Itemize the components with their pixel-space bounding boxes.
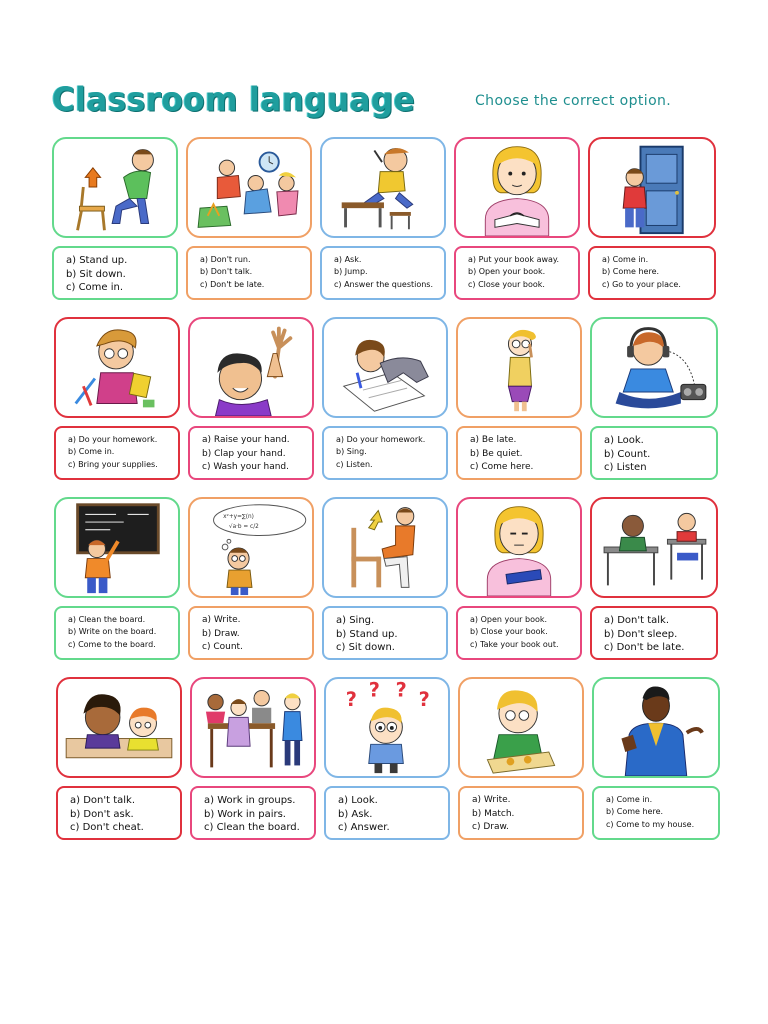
- option-c[interactable]: c) Clean the board.: [204, 822, 300, 833]
- option-list: [336, 434, 446, 471]
- option-c[interactable]: c) Don't cheat.: [70, 822, 144, 833]
- picture-card-come-in: [588, 137, 716, 238]
- boy-standing-up-from-chair-icon: [54, 139, 176, 236]
- option-c[interactable]: c) Go to your place.: [602, 279, 681, 289]
- option-list: [602, 254, 714, 291]
- picture-card-open-book: [454, 137, 580, 238]
- option-a[interactable]: a) Stand up.: [66, 255, 128, 266]
- option-c[interactable]: c) Count.: [202, 642, 243, 652]
- option-c[interactable]: c) Answer the questions.: [334, 279, 434, 289]
- option-c[interactable]: c) Draw.: [472, 822, 509, 832]
- option-list: [606, 794, 718, 831]
- option-b[interactable]: b) Stand up.: [336, 628, 398, 640]
- picture-card-dont-sleep: [590, 497, 718, 598]
- two-kids-whispering-icon: [58, 679, 180, 776]
- option-a[interactable]: a) Be late.: [470, 435, 517, 445]
- options-card: [588, 246, 716, 300]
- students-at-desks-icon: [592, 499, 716, 596]
- option-a[interactable]: a) Write.: [202, 615, 241, 625]
- option-b[interactable]: b) Jump.: [334, 267, 368, 277]
- option-a[interactable]: a) Open your book.: [470, 615, 548, 624]
- option-c[interactable]: c) Take your book out.: [470, 639, 559, 649]
- children-running-wild-icon: [188, 139, 310, 236]
- option-c[interactable]: c) Come in.: [66, 282, 124, 293]
- option-list: [604, 614, 716, 655]
- option-a[interactable]: a) Come in.: [606, 795, 653, 804]
- option-a[interactable]: a) Put your book away.: [468, 255, 560, 264]
- option-c[interactable]: c) Sit down.: [336, 642, 395, 653]
- options-card: [56, 786, 182, 840]
- options-card: [458, 786, 584, 840]
- option-list: [338, 794, 448, 835]
- option-b[interactable]: b) Don't ask.: [70, 808, 134, 820]
- boy-raising-hand-icon: [190, 319, 312, 416]
- option-b[interactable]: b) Count.: [604, 448, 651, 460]
- picture-card-raise-hand: [188, 317, 314, 418]
- option-c[interactable]: c) Bring your supplies.: [68, 459, 158, 469]
- option-a[interactable]: a) Don't talk.: [70, 795, 136, 806]
- boy-at-door-icon: [590, 139, 714, 236]
- option-a[interactable]: a) Come in.: [602, 255, 649, 264]
- option-c[interactable]: c) Listen: [604, 462, 647, 473]
- options-card: [454, 246, 580, 300]
- option-b[interactable]: b) Write on the board.: [68, 627, 157, 637]
- option-list: [472, 794, 582, 835]
- picture-card-board: [54, 497, 180, 598]
- option-b[interactable]: b) Come here.: [606, 807, 664, 817]
- option-list: [202, 614, 312, 655]
- svg-text:?: ?: [368, 679, 380, 702]
- option-list: [336, 614, 446, 655]
- picture-card-groups: [190, 677, 316, 778]
- option-b[interactable]: b) Close your book.: [470, 627, 548, 637]
- option-c[interactable]: c) Wash your hand.: [202, 462, 290, 472]
- picture-card-count: [188, 497, 314, 598]
- girl-writing-on-floor-icon: [324, 319, 446, 416]
- options-card: [190, 786, 316, 840]
- svg-text:√a·b = c/2: √a·b = c/2: [228, 523, 259, 530]
- option-a[interactable]: a) Write.: [472, 795, 511, 805]
- option-list: [200, 254, 310, 291]
- worksheet-instruction: Choose the correct option.: [475, 93, 672, 109]
- option-a[interactable]: a) Ask.: [334, 255, 362, 264]
- option-c[interactable]: c) Answer.: [338, 822, 390, 833]
- option-b[interactable]: b) Draw.: [202, 628, 240, 639]
- option-b[interactable]: b) Come in.: [68, 447, 115, 457]
- option-c[interactable]: c) Listen.: [336, 459, 373, 469]
- man-sitting-down-icon: [324, 499, 446, 596]
- option-a[interactable]: a) Do your homework.: [68, 435, 158, 444]
- option-b[interactable]: b) Work in pairs.: [204, 808, 286, 820]
- option-a[interactable]: a) Do your homework.: [336, 435, 426, 444]
- option-b[interactable]: b) Match.: [472, 808, 515, 819]
- picture-card-be-quiet: [456, 317, 582, 418]
- worksheet-title: Classroom language: [52, 81, 416, 119]
- option-a[interactable]: a) Look.: [604, 435, 644, 446]
- option-b[interactable]: b) Open your book.: [468, 267, 546, 277]
- picture-card-dont-run: [186, 137, 312, 238]
- option-a[interactable]: a) Raise your hand.: [202, 435, 290, 445]
- picture-card-sit-down: [322, 497, 448, 598]
- kids-group-work-icon: [192, 679, 314, 776]
- boy-with-headphones-icon: [592, 319, 716, 416]
- option-list: [68, 614, 178, 651]
- option-b[interactable]: b) Clap your hand.: [202, 448, 286, 459]
- option-a[interactable]: a) Don't run.: [200, 255, 251, 264]
- options-card: [590, 426, 718, 480]
- option-a[interactable]: a) Don't talk.: [604, 615, 670, 626]
- option-list: [66, 254, 176, 295]
- picture-card-match: [458, 677, 584, 778]
- options-card: [52, 246, 178, 300]
- options-card: [186, 246, 312, 300]
- man-beckoning-icon: [594, 679, 718, 776]
- option-c[interactable]: c) Come to my house.: [606, 819, 695, 829]
- option-c[interactable]: c) Don't be late.: [200, 279, 265, 289]
- man-thinking-formulas-icon: [190, 499, 312, 596]
- options-card: [456, 426, 582, 480]
- options-card: [54, 606, 180, 660]
- girl-closing-book-icon: [458, 499, 580, 596]
- option-b[interactable]: b) Don't sleep.: [604, 628, 678, 640]
- options-card: [324, 786, 450, 840]
- svg-text:x²+y=∑(n): x²+y=∑(n): [223, 514, 254, 521]
- option-b[interactable]: b) Be quiet.: [470, 448, 523, 459]
- picture-card-come-here: [592, 677, 720, 778]
- options-card: [188, 426, 314, 480]
- picture-card-jump: [320, 137, 446, 238]
- option-a[interactable]: a) Clean the board.: [68, 615, 146, 624]
- svg-text:?: ?: [395, 679, 407, 702]
- woman-shushing-icon: [458, 319, 580, 416]
- option-a[interactable]: a) Look.: [338, 795, 378, 806]
- picture-card-bring-supplies: [54, 317, 180, 418]
- options-card: [322, 606, 448, 660]
- option-c[interactable]: c) Don't be late.: [604, 642, 685, 653]
- confused-boy-question-marks-icon: [326, 679, 448, 776]
- option-list: [470, 434, 580, 475]
- boy-matching-cards-icon: [460, 679, 582, 776]
- picture-card-ask: [324, 677, 450, 778]
- option-list: [202, 434, 312, 475]
- svg-text:?: ?: [345, 687, 357, 711]
- options-card: [456, 606, 582, 660]
- boy-with-school-supplies-icon: [56, 319, 178, 416]
- option-list: [468, 254, 578, 291]
- option-a[interactable]: a) Sing.: [336, 615, 375, 626]
- option-b[interactable]: b) Sit down.: [66, 268, 126, 280]
- option-list: [334, 254, 444, 291]
- options-card: [592, 786, 720, 840]
- picture-card-homework: [322, 317, 448, 418]
- option-c[interactable]: c) Come here.: [470, 462, 534, 472]
- option-b[interactable]: b) Sing.: [336, 447, 367, 457]
- option-b[interactable]: b) Don't talk.: [200, 267, 253, 277]
- option-b[interactable]: b) Come here.: [602, 267, 660, 277]
- option-b[interactable]: b) Ask.: [338, 808, 373, 820]
- option-c[interactable]: c) Come to the board.: [68, 639, 156, 649]
- options-card: [320, 246, 446, 300]
- option-list: [470, 614, 580, 651]
- picture-card-listen: [590, 317, 718, 418]
- boy-at-blackboard-icon: [56, 499, 178, 596]
- picture-card-dont-cheat: [56, 677, 182, 778]
- options-card: [322, 426, 448, 480]
- svg-text:?: ?: [418, 687, 430, 711]
- option-list: [70, 794, 180, 835]
- options-card: [54, 426, 180, 480]
- option-list: [604, 434, 716, 475]
- option-list: [68, 434, 178, 471]
- option-list: [204, 794, 314, 835]
- picture-card-stand-up: [52, 137, 178, 238]
- options-card: [590, 606, 718, 660]
- option-a[interactable]: a) Work in groups.: [204, 795, 296, 806]
- picture-card-close-book: [456, 497, 582, 598]
- option-c[interactable]: c) Close your book.: [468, 279, 545, 289]
- options-card: [188, 606, 314, 660]
- boy-jumping-over-desk-icon: [322, 139, 444, 236]
- girl-with-book-icon: [456, 139, 578, 236]
